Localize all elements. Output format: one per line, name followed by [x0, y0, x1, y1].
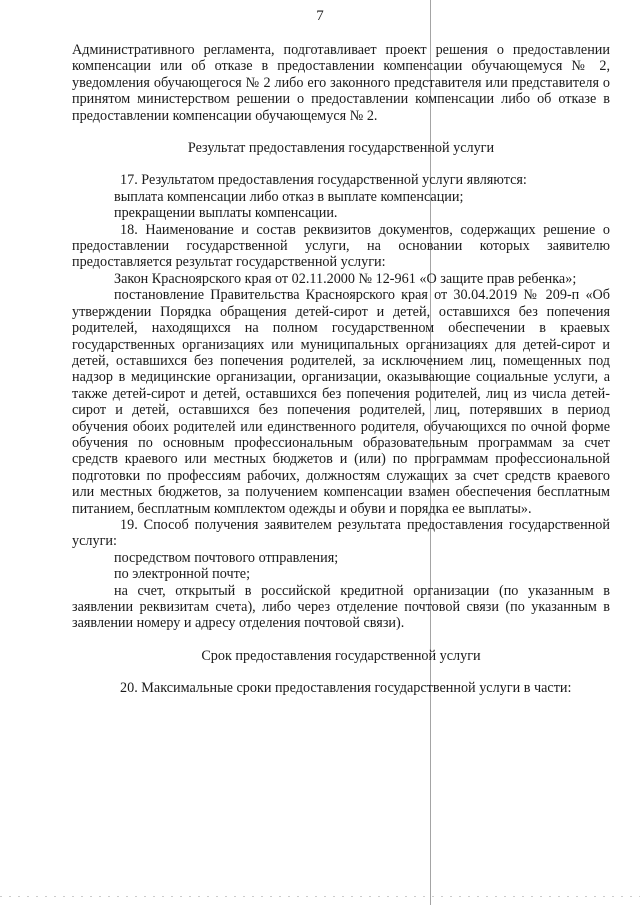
paragraph-18-item-a: Закон Красноярского края от 02.11.2000 № 12-961 «О защите прав ребенка»;	[114, 270, 577, 287]
section-heading-result: Результат предоставления государственной услуги	[187, 140, 495, 157]
paragraph-19-item-b: по электронной почте;	[114, 566, 251, 583]
paragraph-19-item-a: посредством почтового отправления;	[114, 549, 339, 566]
intro-paragraph: Административного регламента, подготавливает проект решения о предоставлении компенсации или об отказе в предоставлении компенсации обучающемуся № 2, уведомления обучающегося № 2 либо его законного представителя или представителя о принятом министерством решении о предоставлении компенсации либо об отказе в предоставлении компенсации обучающемуся № 2.	[72, 42, 610, 124]
paragraph-17-item-b: прекращении выплаты компенсации.	[114, 205, 338, 222]
paragraph-19-item-c: на счет, открытый в российской кредитной организации (по указанным в заявлении реквизитам счета), либо через отделение почтовой связи (по указанным в заявлении номеру и адресу отделения почтовой связи).	[72, 582, 610, 632]
scan-artifact-speckle	[0, 896, 640, 897]
paragraph-17: 17. Результатом предоставления государственной услуги являются:	[120, 172, 527, 189]
paragraph-20: 20. Максимальные сроки предоставления государственной услуги в части:	[120, 680, 572, 697]
page-number: 7	[316, 8, 324, 24]
document-body	[72, 42, 610, 697]
section-heading-term: Срок предоставления государственной услуги	[201, 647, 481, 664]
paragraph-18: 18. Наименование и состав реквизитов документов, содержащих решение о предоставлении государственной услуги, на основании которых заявителю предоставляется результат государственной услуги:	[72, 221, 610, 271]
paragraph-17-item-a: выплата компенсации либо отказ в выплате компенсации;	[114, 188, 464, 205]
paragraph-18-item-b: постановление Правительства Красноярского края от 30.04.2019 № 209-п «Об утверждении Порядка обращения детей-сирот и детей, оставшихся без попечения родителей, находящихся на полном государственном обеспечении в краевых государственных организациях или муниципальных организациях для детей-сирот и детей, оставшихся без попечения родителей, за исключением лиц, помещенных под надзор в медицинские организации, организации, оказывающие социальные услуги, а также детей-сирот и детей, оставшихся без попечения родителей, лиц из числа детей-сирот и детей, оставшихся без попечения родителей, лиц, потерявших в период обучения обоих родителей или единственного родителя, обучающихся по очной форме обучения по основным профессиональным образовательным программам за счет средств краевого или местных бюджетов и (или) по программам профессиональной подготовки по профессиям рабочих, должностям служащих за счет средств краевого или местных бюджетов, за получением компенсации взамен обеспечения бесплатным питанием, бесплатным комплектом одежды и обуви и порядка ее выплаты».	[72, 287, 610, 517]
paragraph-19: 19. Способ получения заявителем результата предоставления государственной услуги:	[72, 516, 610, 550]
